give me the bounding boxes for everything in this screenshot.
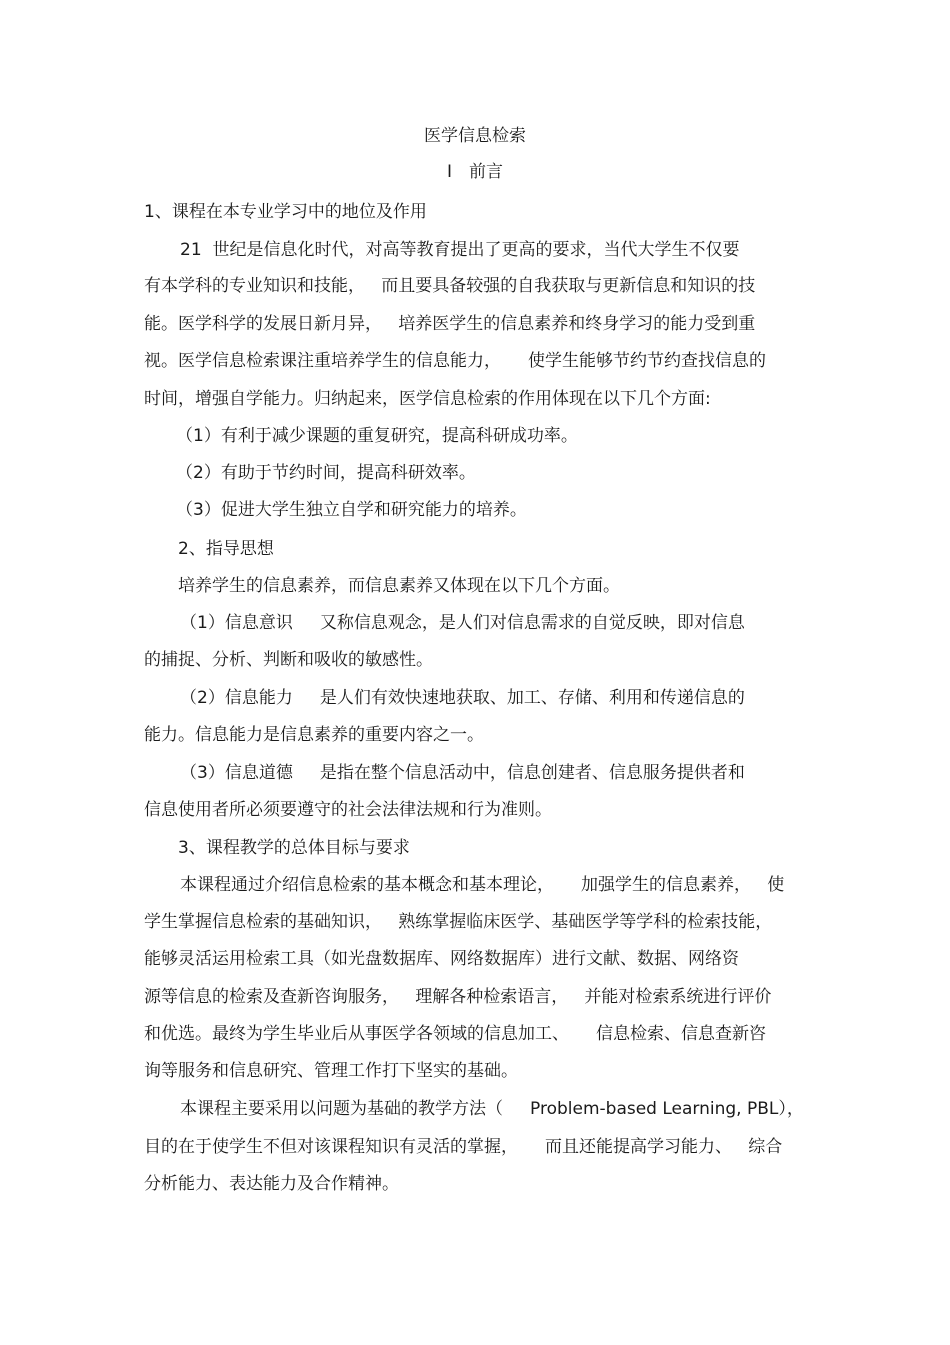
list-item: （3）促进大学生独立自学和研究能力的培养。 <box>176 500 527 520</box>
paragraph-line: 本课程主要采用以问题为基础的教学方法（ Problem-based Learning, PBL）， <box>180 1099 804 1119</box>
definition-item: 能力。信息能力是信息素养的重要内容之一。 <box>144 725 484 745</box>
paragraph-line: 学生掌握信息检索的基础知识， 熟练掌握临床医学、基础医学等学科的检索技能， <box>144 912 773 932</box>
document-title: 医学信息检索 <box>424 126 526 146</box>
definition-item: （1）信息意识 又称信息观念，是人们对信息需求的自觉反映，即对信息 <box>180 613 745 633</box>
definition-item: （3）信息道德 是指在整个信息活动中，信息创建者、信息服务提供者和 <box>180 763 745 783</box>
definition-item: 的捕捉、分析、判断和吸收的敏感性。 <box>144 650 433 670</box>
paragraph-line: 能。医学科学的发展日新月异， 培养医学生的信息素养和终身学习的能力受到重 <box>144 314 756 334</box>
heading-1: 1、课程在本专业学习中的地位及作用 <box>144 202 427 222</box>
paragraph-line: 时间，增强自学能力。归纳起来，医学信息检索的作用体现在以下几个方面: <box>144 389 711 409</box>
section-heading: Ⅰ 前言 <box>446 162 503 182</box>
paragraph-line: 视。医学信息检索课注重培养学生的信息能力， 使学生能够节约节约查找信息的 <box>144 351 767 371</box>
paragraph-line: 培养学生的信息素养，而信息素养又体现在以下几个方面。 <box>178 576 620 596</box>
paragraph-line: 和优选。最终为学生毕业后从事医学各领域的信息加工、 信息检索、信息查新咨 <box>144 1024 767 1044</box>
heading-2: 2、指导思想 <box>178 539 274 559</box>
heading-3: 3、课程教学的总体目标与要求 <box>178 838 410 858</box>
paragraph-line: 本课程通过介绍信息检索的基本概念和基本理论， 加强学生的信息素养， 使 <box>180 875 785 895</box>
list-item: （2）有助于节约时间，提高科研效率。 <box>176 463 476 483</box>
definition-item: 信息使用者所必须要遵守的社会法律法规和行为准则。 <box>144 800 552 820</box>
paragraph-line: 21 世纪是信息化时代，对高等教育提出了更高的要求，当代大学生不仅要 <box>180 240 740 260</box>
paragraph-line: 询等服务和信息研究、管理工作打下坚实的基础。 <box>144 1061 518 1081</box>
paragraph-line: 有本学科的专业知识和技能， 而且要具备较强的自我获取与更新信息和知识的技 <box>144 276 756 296</box>
paragraph-line: 目的在于使学生不但对该课程知识有灵活的掌握， 而且还能提高学习能力、 综合 <box>144 1137 783 1157</box>
paragraph-line: 源等信息的检索及查新咨询服务， 理解各种检索语言， 并能对检索系统进行评价 <box>144 987 772 1007</box>
paragraph-line: 能够灵活运用检索工具（如光盘数据库、网络数据库）进行文献、数据、网络资 <box>144 949 739 969</box>
definition-item: （2）信息能力 是人们有效快速地获取、加工、存储、利用和传递信息的 <box>180 688 745 708</box>
list-item: （1）有利于减少课题的重复研究，提高科研成功率。 <box>176 426 578 446</box>
paragraph-line: 分析能力、表达能力及合作精神。 <box>144 1174 399 1194</box>
